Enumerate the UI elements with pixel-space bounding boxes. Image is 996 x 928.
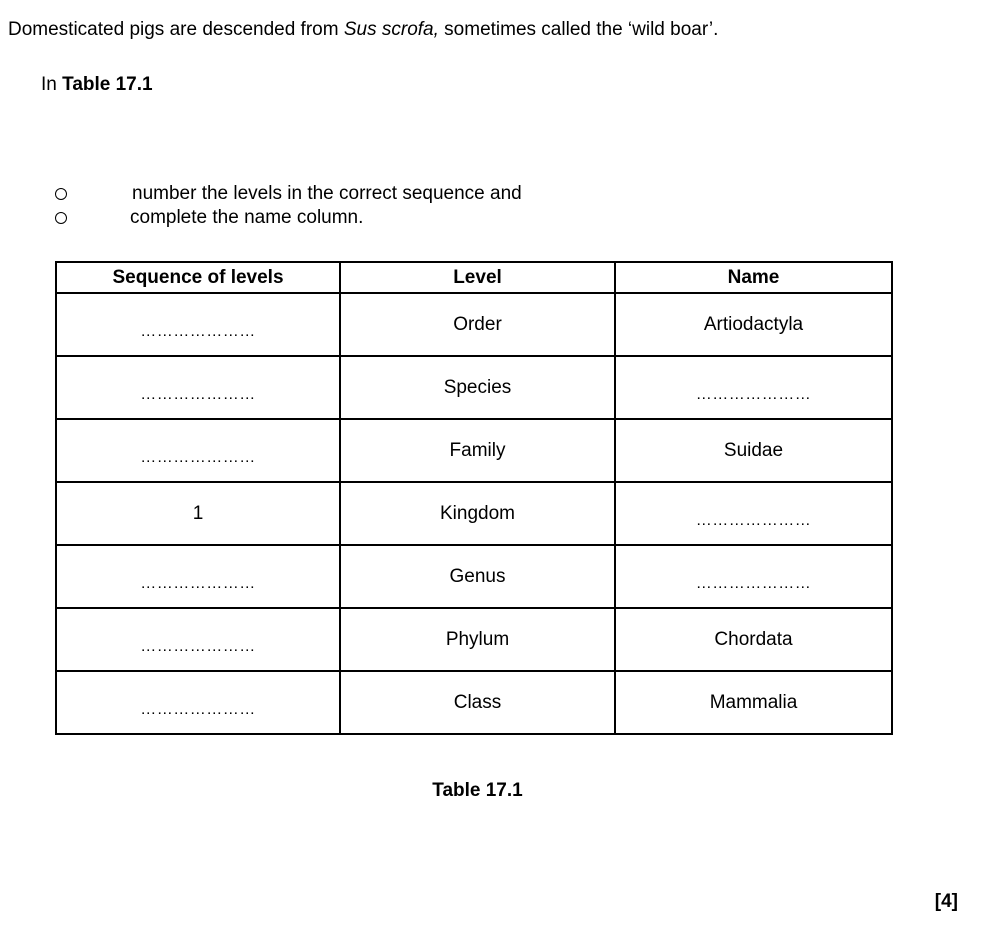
level-cell: Species (340, 356, 615, 419)
level-cell: Genus (340, 545, 615, 608)
sequence-cell[interactable] (56, 608, 340, 671)
table-row (56, 419, 892, 482)
marks-label: [4] (934, 891, 958, 912)
intro-after: sometimes called the ‘wild boar’. (438, 19, 719, 40)
table-header-row (56, 262, 892, 293)
table-reference (41, 74, 153, 96)
table-row (56, 671, 892, 734)
answer-blank[interactable]: ………………… (140, 574, 256, 592)
level-cell: Family (340, 419, 615, 482)
name-cell: Artiodactyla (615, 293, 892, 356)
answer-blank[interactable]: ………………… (695, 574, 812, 592)
answer-blank[interactable]: ………………… (140, 385, 256, 403)
circle-bullet-icon (55, 212, 67, 224)
table-row (56, 482, 892, 545)
table-row (56, 293, 892, 356)
instruction-text: complete the name column. (130, 207, 364, 228)
species-name: Sus scrofa, (343, 19, 439, 40)
table-body (56, 293, 892, 734)
name-cell[interactable] (615, 356, 892, 419)
sequence-cell[interactable] (56, 356, 340, 419)
sequence-cell[interactable] (56, 419, 340, 482)
answer-blank[interactable]: ………………… (695, 385, 812, 403)
level-cell: Kingdom (340, 482, 615, 545)
sequence-cell[interactable] (56, 545, 340, 608)
circle-bullet-icon (55, 188, 67, 200)
header-name: Name (615, 262, 892, 293)
table-row (56, 356, 892, 419)
instruction-text: number the levels in the correct sequence and (132, 183, 522, 204)
answer-blank[interactable]: ………………… (140, 637, 256, 655)
header-level: Level (340, 262, 615, 293)
answer-blank[interactable]: ………………… (140, 448, 256, 466)
answer-blank[interactable]: ………………… (140, 322, 256, 340)
sequence-cell[interactable] (56, 293, 340, 356)
level-cell: Order (340, 293, 615, 356)
answer-blank[interactable]: ………………… (695, 511, 812, 529)
table-row (56, 608, 892, 671)
table-caption: Table 17.1 (432, 780, 523, 801)
table-reference-label: Table 17.1 (62, 74, 153, 95)
intro-text (8, 19, 718, 41)
level-cell: Class (340, 671, 615, 734)
header-sequence: Sequence of levels (56, 262, 340, 293)
name-cell: Suidae (615, 419, 892, 482)
name-cell: Chordata (615, 608, 892, 671)
taxonomy-table (55, 261, 893, 735)
name-cell[interactable] (615, 482, 892, 545)
intro-before: Domesticated pigs are descended from (8, 19, 344, 40)
sequence-cell: 1 (56, 482, 340, 545)
answer-blank[interactable]: ………………… (140, 700, 256, 718)
name-cell: Mammalia (615, 671, 892, 734)
name-cell[interactable] (615, 545, 892, 608)
table-reference-prefix: In (41, 74, 63, 95)
table-row (56, 545, 892, 608)
level-cell: Phylum (340, 608, 615, 671)
sequence-cell[interactable] (56, 671, 340, 734)
